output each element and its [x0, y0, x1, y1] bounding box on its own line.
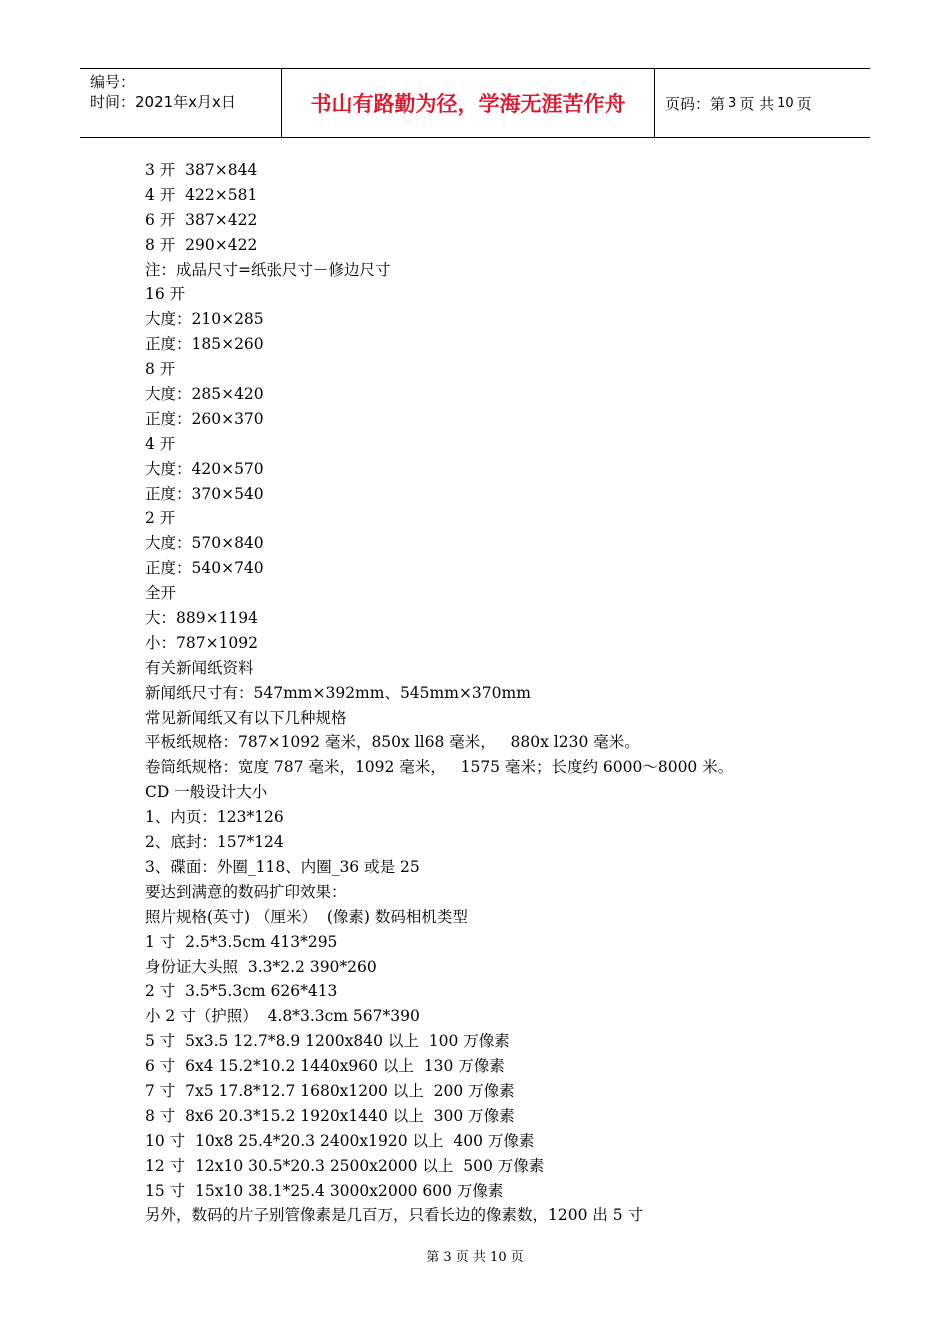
- text-line: 7 寸 7x5 17.8*12.7 1680x1200 以上 200 万像素: [145, 1081, 515, 1100]
- text-line: 16 开: [145, 285, 186, 304]
- page-total: 10: [777, 95, 794, 111]
- page-footer: [0, 1246, 950, 1265]
- header-meta: [80, 69, 282, 137]
- text-line: 常见新闻纸又有以下几种规格: [145, 708, 347, 727]
- text-line: 正度：185×260: [145, 335, 264, 354]
- text-line: 有关新闻纸资料: [145, 658, 254, 677]
- text-line: 2 开: [145, 509, 176, 528]
- text-line: 身份证大头照 3.3*2.2 390*260: [145, 957, 377, 976]
- footer-page-number: 第 3 页 共 10 页: [426, 1250, 524, 1265]
- text-line: 大：889×1194: [145, 609, 259, 628]
- text-line: 10 寸 10x8 25.4*20.3 2400x1920 以上 400 万像素: [145, 1131, 535, 1150]
- page-suffix: 页: [796, 94, 812, 113]
- page-header: [80, 68, 870, 138]
- text-line: 大度：285×420: [145, 385, 264, 404]
- text-line: 4 开: [145, 434, 176, 453]
- text-line: CD 一般设计大小: [145, 783, 268, 802]
- page-mid: 页 共: [739, 94, 775, 113]
- document-date: 时间：2021年x月x日: [90, 93, 236, 111]
- text-line: 卷筒纸规格：宽度 787 毫米，1092 毫米， 1575 毫米；长度约 6000～8000 米。: [145, 758, 734, 777]
- text-line: 照片规格(英寸) （厘米） (像素) 数码相机类型: [145, 907, 468, 926]
- header-page-indicator: [655, 69, 870, 137]
- page-prefix: 页码：第: [665, 94, 726, 113]
- text-line: 6 开 387×422: [145, 210, 258, 229]
- text-line: 12 寸 12x10 30.5*20.3 2500x2000 以上 500 万像素: [145, 1156, 545, 1175]
- text-line: 6 寸 6x4 15.2*10.2 1440x960 以上 130 万像素: [145, 1057, 505, 1076]
- text-line: 8 开 290×422: [145, 235, 258, 254]
- text-line: 15 寸 15x10 38.1*25.4 3000x2000 600 万像素: [145, 1181, 504, 1200]
- text-line: 全开: [145, 584, 177, 603]
- text-line: 1 寸 2.5*3.5cm 413*295: [145, 932, 338, 951]
- text-line: 大度：210×285: [145, 310, 264, 329]
- text-line: 3、碟面：外圈_118、内圈_36 或是 25: [145, 857, 420, 876]
- text-line: 3 开 387×844: [145, 161, 258, 179]
- text-line: 8 寸 8x6 20.3*15.2 1920x1440 以上 300 万像素: [145, 1106, 515, 1125]
- text-line: 5 寸 5x3.5 12.7*8.9 1200x840 以上 100 万像素: [145, 1032, 510, 1051]
- text-line: 新闻纸尺寸有：547mm×392mm、545mm×370mm: [145, 683, 531, 702]
- text-line: 正度：370×540: [145, 484, 264, 503]
- page-current: 3: [728, 95, 737, 111]
- document-body: [145, 158, 865, 1228]
- text-line: 注：成品尺寸=纸张尺寸－修边尺寸: [145, 260, 391, 279]
- text-line: 大度：420×570: [145, 459, 264, 478]
- text-line: 小 2 寸（护照） 4.8*3.3cm 567*390: [145, 1007, 420, 1026]
- text-line: 2、底封：157*124: [145, 833, 284, 852]
- text-line: 正度：540×740: [145, 559, 264, 578]
- text-line: 小：787×1092: [145, 633, 259, 652]
- text-line: 4 开 422×581: [145, 185, 258, 204]
- text-line: 2 寸 3.5*5.3cm 626*413: [145, 982, 338, 1001]
- text-line: 平板纸规格：787×1092 毫米，850x ll68 毫米， 880x l230 毫米。: [145, 733, 640, 752]
- text-line: 另外，数码的片子别管像素是几百万，只看长边的像素数，1200 出 5 寸: [145, 1206, 644, 1225]
- header-motto: 书山有路勤为径，学海无涯苦作舟: [282, 69, 655, 137]
- text-line: 大度：570×840: [145, 534, 264, 553]
- text-line: 1、内页：123*126: [145, 808, 284, 827]
- text-line: 正度：260×370: [145, 409, 264, 428]
- text-line: 8 开: [145, 360, 176, 379]
- text-line: 要达到满意的数码扩印效果：: [145, 882, 347, 901]
- document-number-label: 编号：: [90, 73, 136, 91]
